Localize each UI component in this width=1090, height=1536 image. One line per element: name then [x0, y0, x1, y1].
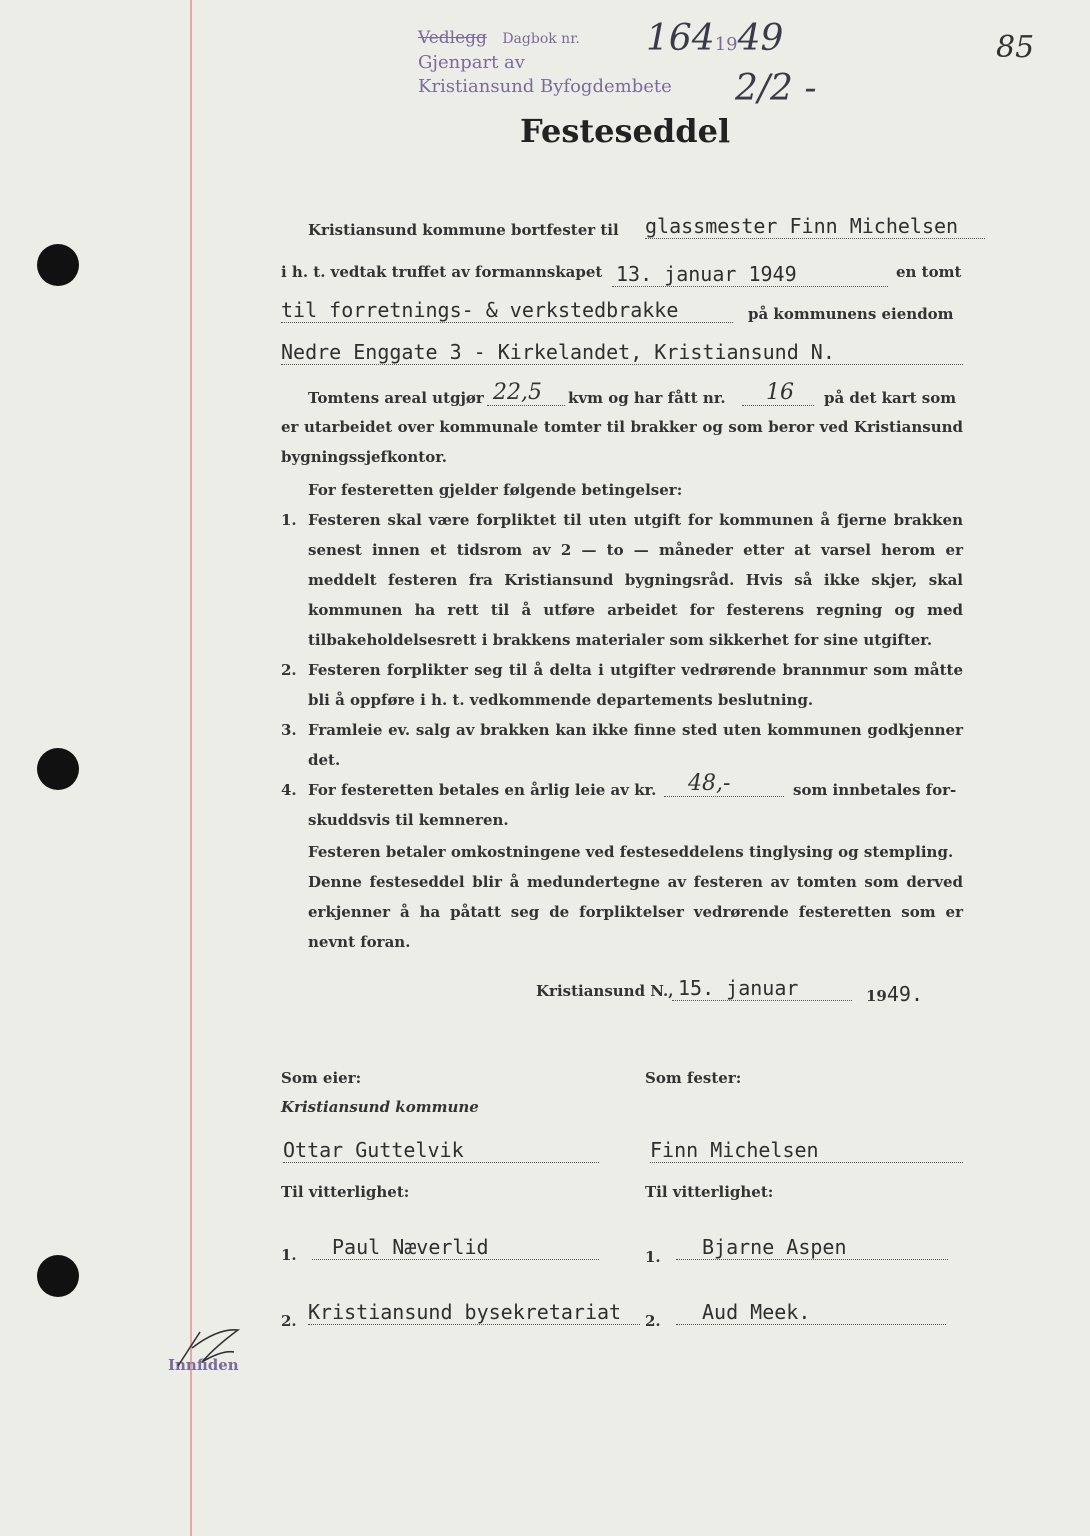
- owner-witness-label: Til vitterlighet:: [281, 1183, 410, 1201]
- book-number: [646, 18, 783, 59]
- closing-signature-note: Denne festeseddel blir å medundertegne av festeren av tomten som derved erkjenner å ha påtatt seg de forpliktelser vedrørende festeretten som er nevnt foran.: [308, 873, 963, 951]
- area-rest-text: er utarbeidet over kommunale tomter til brakker og som beror ved Kristiansund bygningssjefkontor.: [281, 418, 963, 466]
- lessee-label: Som fester:: [645, 1069, 742, 1087]
- lessee-witness-1: Bjarne Aspen: [676, 1235, 948, 1260]
- lessee-signer: Finn Michelsen: [650, 1138, 963, 1163]
- decision-tail: en tomt: [896, 263, 962, 281]
- lease-purpose: til forretnings- & verkstedbrakke: [281, 298, 733, 323]
- area-lead: Tomtens areal utgjør: [308, 389, 484, 407]
- decision-line: i h. t. vedtak truffet av formannskapet: [281, 263, 603, 281]
- sign-year: [866, 982, 923, 1006]
- rent-rest: skuddsvis til kemneren.: [308, 811, 509, 829]
- lessee-witness-2: Aud Meek.: [676, 1300, 946, 1325]
- condition-number: 1.: [281, 511, 297, 529]
- page-number: 85: [996, 30, 1035, 65]
- sign-year-suffix: 49.: [886, 982, 923, 1006]
- condition-1: [281, 505, 963, 655]
- lessee-witness-1-number: 1.: [645, 1248, 661, 1266]
- document-title: Festeseddel: [520, 112, 731, 150]
- lessor-line: Kristiansund kommune bortfester til: [308, 221, 619, 239]
- book-number-value: 164: [646, 18, 715, 59]
- stamp-date-note: 2/2 -: [735, 68, 817, 109]
- punch-hole: [37, 1255, 79, 1297]
- condition-text: Festeren forplikter seg til å delta i utgifter vedrørende brannmur som måtte bli å oppføre i h. t. vedkommende departements beslutning.: [308, 661, 963, 709]
- conditions-heading: For festeretten gjelder følgende betingelser:: [308, 481, 683, 499]
- stamp-line2: Gjenpart av: [418, 52, 525, 73]
- lessee-witness-2-number: 2.: [645, 1312, 661, 1330]
- owner-witness-2: Kristiansund bysekretariat: [308, 1300, 640, 1325]
- stamp-office: Kristiansund Byfogdembete: [418, 76, 672, 97]
- rent-tail: som innbetales for-: [793, 781, 957, 799]
- condition-number: 2.: [281, 661, 297, 679]
- margin-line: [190, 0, 192, 1536]
- condition-text: Festeren skal være forpliktet til uten utgift for kommunen å fjerne brakken senest innen et tidsrom av 2 — to — måneder etter at varsel herom er meddelt festeren fra Kristiansund bygningsråd. Hvis så ikke skjer, skal kommunen ha rett til å utføre arbeidet for festerens regning og med tilbakeholdelsesrett i brakkens materialer som sikkerhet for sine utgifter.: [308, 511, 963, 649]
- initials-scribble: [172, 1322, 244, 1372]
- owner-witness-1: Paul Næverlid: [312, 1235, 599, 1260]
- book-year-prefix: 19: [714, 34, 738, 55]
- area-value: 22,5: [487, 380, 565, 406]
- lessee-name: glassmester Finn Michelsen: [645, 214, 985, 239]
- stamp-line1: [418, 28, 580, 48]
- rent-lead: For festeretten betales en årlig leie av kr.: [308, 781, 657, 799]
- owner-witness-2-number: 2.: [281, 1312, 297, 1330]
- condition-number: 3.: [281, 721, 297, 739]
- condition-2: [281, 655, 963, 715]
- rent-amount: 48,-: [664, 771, 784, 797]
- area-tail: på det kart som: [824, 389, 957, 407]
- area-rest: [281, 412, 963, 472]
- book-year-suffix: 49: [737, 18, 784, 59]
- condition-3: [281, 715, 963, 775]
- plot-number: 16: [742, 380, 814, 406]
- decision-date: 13. januar 1949: [612, 262, 888, 287]
- registered-stamp: Innfiden: [168, 1356, 239, 1374]
- owner-label: Som eier:: [281, 1069, 362, 1087]
- sign-year-prefix: 19: [866, 987, 887, 1005]
- area-mid: kvm og har fått nr.: [568, 389, 726, 407]
- owner-entity: Kristiansund kommune: [281, 1098, 479, 1116]
- sign-date: 15. januar: [672, 976, 852, 1001]
- condition-number: 4.: [281, 781, 297, 799]
- punch-hole: [37, 748, 79, 790]
- closing-costs: Festeren betaler omkostningene ved festeseddelens tinglysing og stempling.: [308, 843, 954, 861]
- stamp-book-label: Dagbok nr.: [502, 31, 580, 47]
- stamp-struck: Vedlegg: [418, 28, 487, 48]
- lessee-witness-label: Til vitterlighet:: [645, 1183, 774, 1201]
- property-address: Nedre Enggate 3 - Kirkelandet, Kristiansund N.: [281, 340, 963, 365]
- punch-hole: [37, 244, 79, 286]
- owner-witness-1-number: 1.: [281, 1246, 297, 1264]
- owner-signer: Ottar Guttelvik: [283, 1138, 599, 1163]
- place: Kristiansund N.,: [536, 982, 674, 1000]
- condition-text: Framleie ev. salg av brakken kan ikke finne sted uten kommunen godkjenner det.: [308, 721, 963, 769]
- property-lead: på kommunens eiendom: [748, 305, 954, 323]
